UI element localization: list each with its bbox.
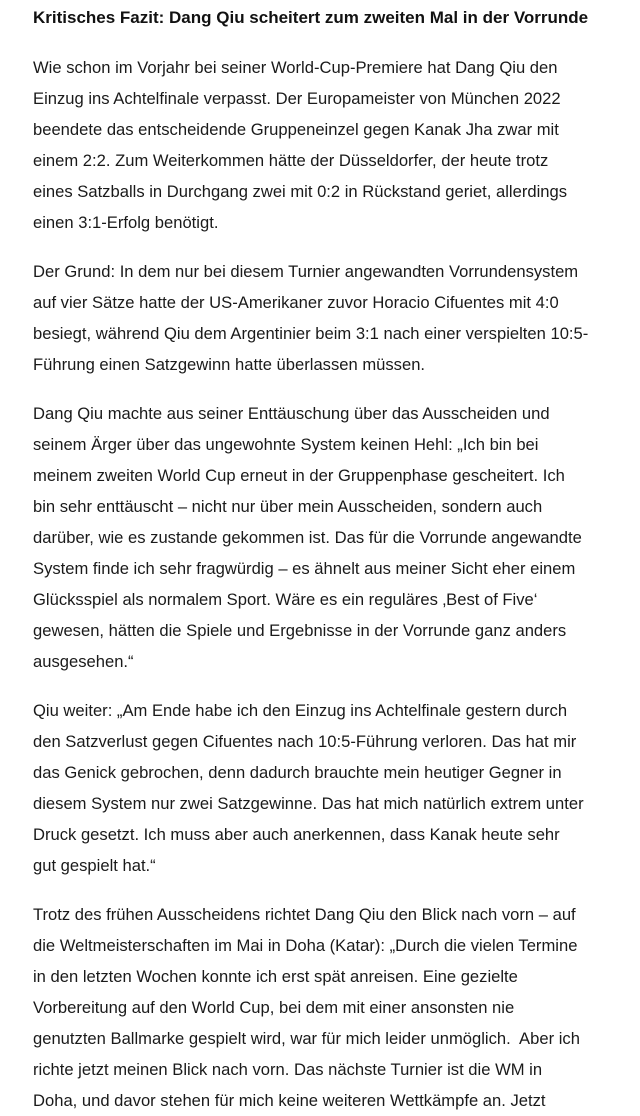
paragraph-2: Der Grund: In dem nur bei diesem Turnier angewandten Vorrundensystem auf vier Sätze hatte der US-Amerikaner zuvor Horacio Cifuentes mit 4:0 besiegt, während Qiu dem Argentinier beim 3:1 nach einer verspielten 10:5- Führung einen Satzgewinn hatte überlassen müssen. [33, 262, 589, 374]
paragraph-1: Wie schon im Vorjahr bei seiner World-Cup-Premiere hat Dang Qiu den Einzug ins Achtelfinale verpasst. Der Europameister von München 2022 beendete das entscheidende Gruppeneinzel gegen Kanak Jha zwar mit einem 2:2. Zum Weiterkommen hätte der Düsseldorfer, der heute trotz eines Satzballs in Durchgang zwei mit 0:2 in Rückstand geriet, allerdings einen 3:1-Erfolg benötigt. [33, 58, 568, 232]
paragraph-4: Qiu weiter: „Am Ende habe ich den Einzug ins Achtelfinale gestern durch den Satzverlust gegen Cifuentes nach 10:5-Führung verloren. Das hat mir das Genick gebrochen, denn dadurch brauchte mein heutiger Gegner in diesem System nur zwei Satzgewinne. Das hat mich natürlich extrem unter Druck gesetzt. Ich muss aber auch anerkennen, dass Kanak heute sehr gut gespielt hat.“ [33, 701, 584, 875]
article-headline: Kritisches Fazit: Dang Qiu scheitert zum zweiten Mal in der Vorrunde [33, 8, 589, 27]
paragraph-5: Trotz des frühen Ausscheidens richtet Dang Qiu den Blick nach vorn – auf die Weltmeisterschaften im Mai in Doha (Katar): „Durch die vielen Termine in den letzten Wochen konnte ich erst spät anreisen. Eine gezielte Vorbereitung auf den World Cup, bei dem mit einer ansonsten nie genutzten Ballmarke gespielt wird, war für mich leider unmöglich. Aber ich richte jetzt meinen Blick nach vorn. Das nächste Turnier ist die WM in Doha, und davor stehen für mich keine weiteren Wettkämpfe an. Jetzt [33, 905, 580, 1110]
paragraph-3: Dang Qiu machte aus seiner Enttäuschung über das Ausscheiden und seinem Ärger über das ungewohnte System keinen Hehl: „Ich bin bei meinem zweiten World Cup erneut in der Gruppenphase gescheitert. Ich bin sehr enttäuscht – nicht nur über mein Ausscheiden, sondern auch darüber, wie es zustande gekommen ist. Das für die Vorrunde angewandte System finde ich sehr fragwürdig – es ähnelt aus meiner Sicht eher einem Glücksspiel als normalem Sport. Wäre es ein reguläres ‚Best of Five‘ gewesen, hätten die Spiele und Ergebnisse in der Vorrunde ganz anders ausgesehen.“ [33, 404, 582, 671]
article-body [33, 0, 637, 1116]
